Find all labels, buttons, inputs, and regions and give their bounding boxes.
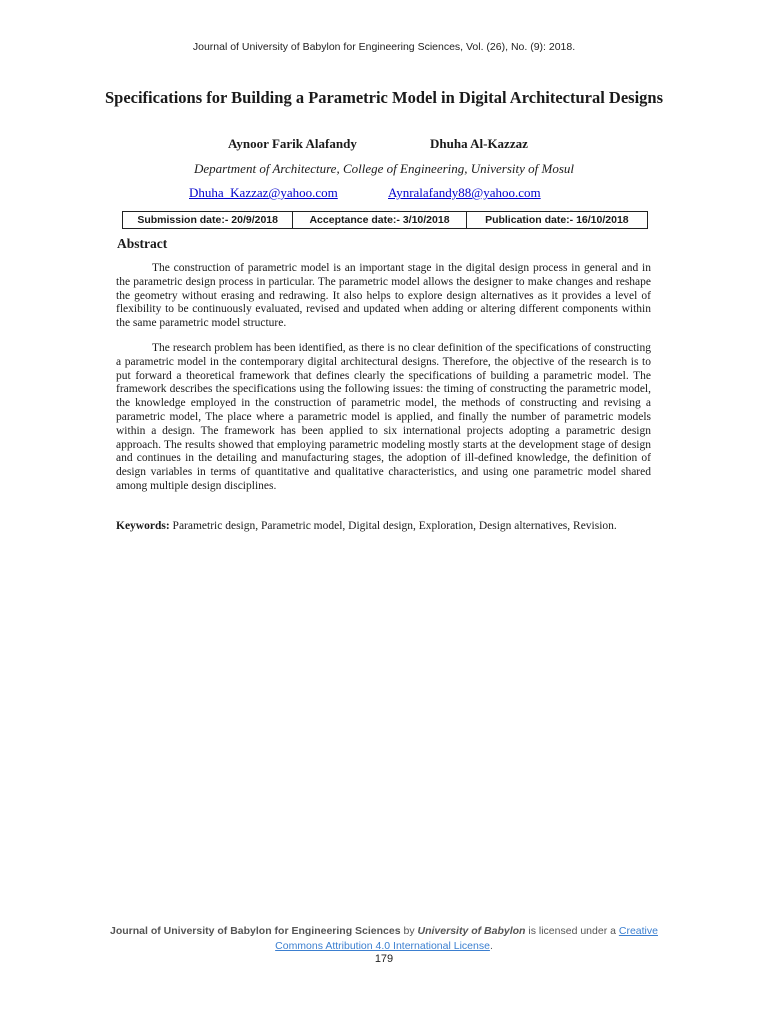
abstract-paragraph: The research problem has been identified, as there is no clear definition of the specifications of constructing a parametric model in the contemporary digital architectural designs. Therefore, the objective of the research is to put forward a theoretical framework that defines clearly the specifications of building a parametric model. The framework describes the specifications using the following issues: the timing of constructing the parametric model, the knowledge employed in the construction of parametric model, the methods of constructing and revising a parametric model, The place where a parametric model is applied, and finally the number of parametric models within a design. The framework has been applied to six international projects adopting a parametric design approach. The results showed that employing parametric modeling mostly starts at the development stage of design and continues in the detailing and manufacturing stages, the adoption of ill-defined knowledge, the definition of design variables in terms of quantitative and qualitative characteristics, and using one parametric model shared among multiple design disciplines. (116, 342, 651, 492)
author-affiliation: Department of Architecture, College of Engineering, University of Mosul (193, 161, 575, 176)
license-by-text: by (403, 925, 415, 937)
keywords-label: Keywords: (116, 520, 170, 532)
author-name: Aynoor Farik Alafandy (228, 136, 357, 151)
author-name: Dhuha Al-Kazzaz (430, 136, 528, 151)
dates-table (122, 211, 648, 229)
acceptance-date: Acceptance date:- 3/10/2018 (293, 212, 466, 228)
submission-date: Submission date:- 20/9/2018 (123, 212, 293, 228)
page-number: 179 (374, 953, 394, 965)
license-link[interactable]: Creative Commons Attribution 4.0 International License (275, 925, 658, 952)
license-notice (100, 924, 668, 954)
running-head: Journal of University of Babylon for Engineering Sciences, Vol. (26), No. (9): 2018. (192, 41, 576, 53)
abstract-paragraph: The construction of parametric model is an important stage in the digital design process in general and in the parametric design process in particular. The parametric model allows the designer to make changes and reshape the geometry without erasing and redrawing. It also helps to explore design alternatives as it provides a level of flexibility to be continuously evaluated, revised and updated when adding or altering different components within the same parametric model structure. (116, 262, 651, 330)
keywords (116, 519, 651, 533)
abstract-heading: Abstract (117, 236, 168, 251)
license-licensed-text: is licensed under a (528, 925, 616, 937)
license-period: . (489, 940, 493, 952)
email-link[interactable]: Aynralafandy88@yahoo.com (388, 185, 541, 200)
email-link[interactable]: Dhuha_Kazzaz@yahoo.com (189, 185, 338, 200)
license-publisher: University of Babylon (417, 925, 526, 937)
license-journal-name: Journal of University of Babylon for Engineering Sciences (110, 925, 401, 937)
publication-date: Publication date:- 16/10/2018 (485, 214, 629, 226)
keywords-text: Parametric design, Parametric model, Digital design, Exploration, Design alternatives, Revision. (172, 520, 617, 532)
paper-title: Specifications for Building a Parametric Model in Digital Architectural Designs (104, 88, 664, 107)
